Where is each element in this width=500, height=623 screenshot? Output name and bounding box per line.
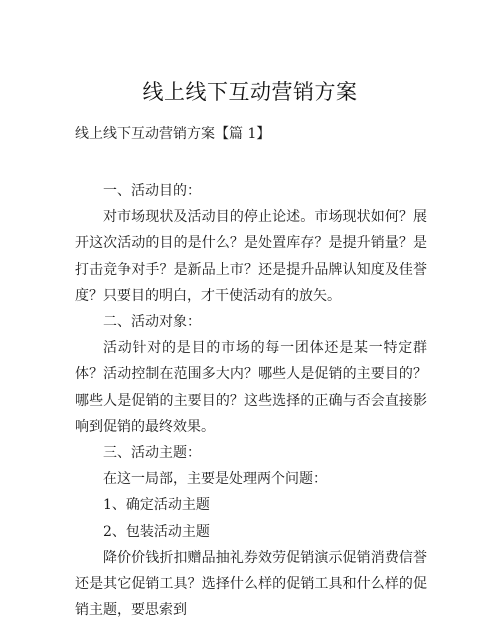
list-item-package-theme: 2、包装活动主题 [103, 523, 210, 540]
paragraph-activity-purpose: 对市场现状及活动目的停止论述。市场现状如何？展开这次活动的目的是什么？是处置库存？是提升销量？是打击竞争对手？是新品上市？还是提升品牌认知度及佳誉度？只要目的明白，才干使活动有的放矢。 [75, 209, 427, 304]
document-title: 线上线下互动营销方案 [142, 80, 358, 104]
paragraph-theme-intro: 在这一局部，主要是处理两个问题： [103, 471, 327, 488]
heading-activity-target: 二、活动对象： [103, 314, 201, 331]
heading-activity-purpose: 一、活动目的： [103, 183, 201, 199]
heading-activity-theme: 三、活动主题： [103, 445, 201, 462]
paragraph-promotion-tools: 降价价钱折扣赠品抽礼券效劳促销演示促销消费信誉还是其它促销工具？选择什么样的促销工具和什么样的促销主题，要思索到 [75, 549, 427, 619]
section-heading: 线上线下互动营销方案【篇 1】 [75, 126, 271, 142]
paragraph-activity-target: 活动针对的是目的市场的每一团体还是某一特定群体？活动控制在范围多大内？哪些人是促销的主要目的？哪些人是促销的主要目的？这些选择的正确与否会直接影响到促销的最终效果。 [75, 340, 427, 435]
list-item-confirm-theme: 1、确定活动主题 [103, 497, 210, 514]
document-body [75, 178, 427, 623]
